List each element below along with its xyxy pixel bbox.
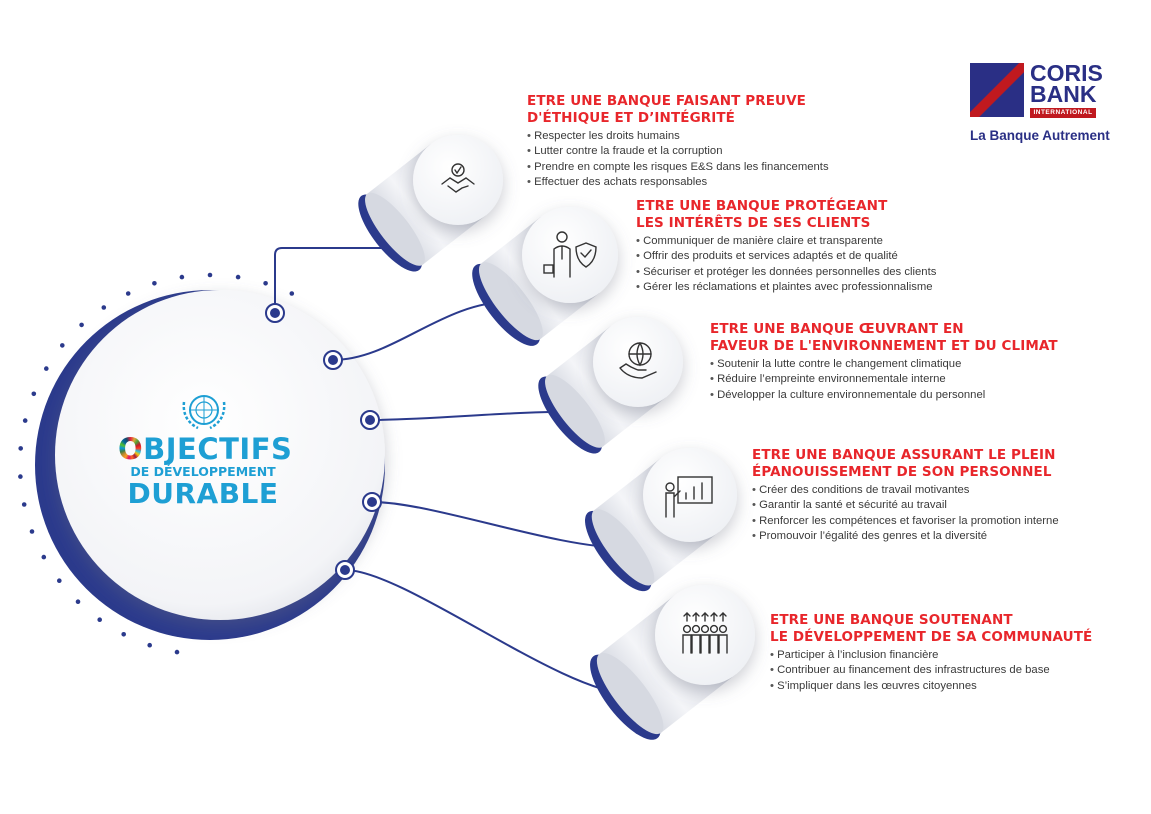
list-item: • Promouvoir l’égalité des genres et la diversité [752,529,1132,544]
commitment-heading: ETRE UNE BANQUE ASSURANT LE PLEIN ÉPANOUISSEMENT DE SON PERSONNEL [752,447,1056,480]
list-item: • Effectuer des achats responsables [527,175,907,190]
ring-dot [23,418,28,423]
list-item: • Créer des conditions de travail motivantes [752,483,1132,498]
ring-dot [79,323,84,328]
list-item: • S’impliquer dans les œuvres citoyennes [770,679,1150,694]
list-item: • Soutenir la lutte contre le changement climatique [710,357,1130,372]
list-item: • Participer à l’inclusion financière [770,648,1150,663]
ring-dot [22,502,27,507]
ring-dot [175,650,180,655]
sdg-wheel-letter: O [118,432,144,466]
ring-dot [152,281,157,286]
list-item: • Renforcer les compétences et favoriser la promotion interne [752,514,1132,529]
spine-node-dot [367,497,377,507]
commitment-bullets [710,357,1130,403]
ring-dot [76,599,81,604]
logo-tagline: La Banque Autrement [970,128,1110,143]
logo-sub: INTERNATIONAL [1030,108,1096,118]
commitment-bullets [752,483,1132,544]
commitment-environment [710,321,1130,403]
commitment-heading: ETRE UNE BANQUE PROTÉGEANT LES INTÉRÊTS DE SES CLIENTS [636,198,888,231]
connector-line [370,412,576,420]
commitment-community [770,612,1150,694]
logo-name: CORIS BANK [1030,60,1103,107]
logo-mark-icon [970,63,1024,117]
coris-bank-logo [970,60,1110,153]
commitment-heading: ETRE UNE BANQUE FAISANT PREUVE D'ÉTHIQUE ET D’INTÉGRITÉ [527,93,806,126]
spine-node-dot [340,565,350,575]
commitment-heading: ETRE UNE BANQUE SOUTENANT LE DÉVELOPPEMENT DE SA COMMUNAUTÉ [770,612,1093,645]
list-item: • Contribuer au financement des infrastructures de base [770,663,1150,678]
list-item: • Garantir la santé et sécurité au travail [752,498,1132,513]
ring-dot [147,643,152,648]
spine-node-dot [365,415,375,425]
ring-dot [18,474,23,479]
list-item: • Lutter contre la fraude et la corruption [527,144,907,159]
ring-dot [263,281,268,286]
list-item: • Offrir des produits et services adaptés et de qualité [636,249,1016,264]
commitment-heading: ETRE UNE BANQUE ŒUVRANT EN FAVEUR DE L'ENVIRONNEMENT ET DU CLIMAT [710,321,1058,354]
connector-line [345,570,631,694]
sdg-subtitle: DE DÉVELOPPEMENT [130,464,276,479]
pillar-cap [413,135,503,225]
ring-dot [44,366,49,371]
sdg-label [118,390,298,520]
commitment-personnel [752,447,1132,544]
commitment-bullets [770,648,1150,694]
commitment-clients [636,198,1016,295]
commitment-bullets [527,129,907,190]
sdg-title: OBJECTIFS [118,432,293,466]
list-item: • Réduire l’empreinte environnementale interne [710,372,1130,387]
ring-dot [290,291,295,296]
pillar-4 [363,448,737,601]
ring-dot [126,291,131,296]
ring-dot [57,578,62,583]
list-item: • Développer la culture environnementale du personnel [710,388,1130,403]
list-item: • Gérer les réclamations et plaintes avec professionnalisme [636,280,1016,295]
ring-dot [18,446,23,451]
spine-node-dot [328,355,338,365]
connector-line [333,302,512,361]
connector-line [275,248,396,313]
ring-dot [97,617,102,622]
list-item: • Respecter les droits humains [527,129,907,144]
ring-dot [208,273,213,278]
commitment-ethics [527,93,907,190]
ring-dot [42,555,47,560]
ring-dot [121,632,126,637]
un-emblem-icon [178,390,230,432]
list-item: • Communiquer de manière claire et transparente [636,234,1016,249]
commitment-bullets [636,234,1016,295]
ring-dot [30,529,35,534]
pillar-2 [324,207,618,369]
ring-dot [180,275,185,280]
pillar-cap [643,448,737,542]
pillar-5 [336,561,755,750]
sdg-title-bottom: DURABLE [127,477,279,510]
ring-dot [102,305,107,310]
ring-dot [32,392,37,397]
list-item: • Prendre en compte les risques E&S dans les financements [527,160,907,175]
ring-dot [236,275,241,280]
spine-node-dot [270,308,280,318]
pillar-1 [266,135,503,322]
ring-dot [60,343,65,348]
list-item: • Sécuriser et protéger les données personnelles des clients [636,265,1016,280]
